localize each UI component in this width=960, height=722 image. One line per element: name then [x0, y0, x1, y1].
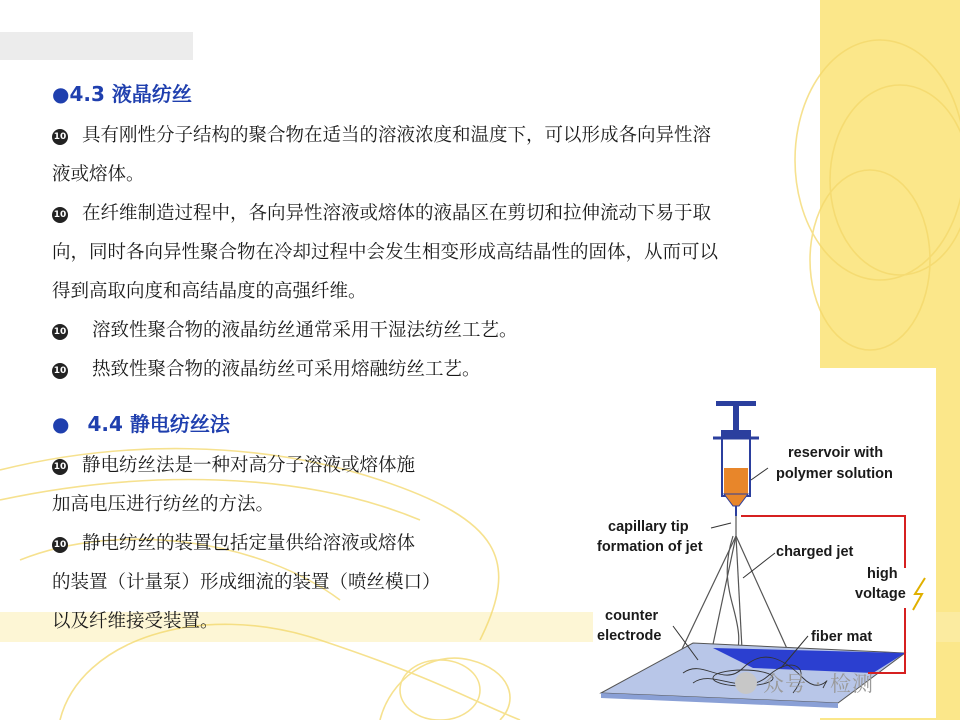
- paragraph-line: 10 具有刚性分子结构的聚合物在适当的溶液浓度和温度下，可以形成各向异性溶: [53, 125, 712, 146]
- paragraph-line: 10 热致性聚合物的液晶纺丝可采用熔融纺丝工艺。: [53, 359, 481, 380]
- paragraph-line: 向，同时各向异性聚合物在冷却过程中会发生相变形成高结晶性的固体，从而可以: [52, 242, 719, 263]
- label-capillary-line1: capillary tip: [608, 519, 689, 535]
- label-charged-jet: charged jet: [776, 544, 854, 560]
- section-title: 4.4 静电纺丝法: [87, 412, 230, 436]
- heading-bullet-dot: ●: [52, 412, 70, 436]
- label-reservoir-line1: reservoir with: [788, 445, 884, 461]
- label-fiber-mat: fiber mat: [811, 629, 873, 645]
- paragraph-line: 10 静电纺丝的装置包括定量供给溶液或熔体: [53, 533, 416, 554]
- section-4-4-body: [52, 446, 572, 641]
- wechat-icon: [735, 672, 757, 694]
- watermark: 众号 · 检测: [735, 668, 874, 698]
- numbered-bullet-icon: 10: [52, 459, 68, 475]
- electrospinning-svg: [593, 368, 936, 718]
- heading-bullet-dot: ●: [52, 82, 70, 106]
- section-title: 4.3 液晶纺丝: [69, 82, 192, 106]
- electrospinning-diagram: [593, 368, 936, 718]
- paragraph-line: 10 溶致性聚合物的液晶纺丝通常采用干湿法纺丝工艺。: [53, 320, 518, 341]
- paragraph-line: 得到高取向度和高结晶度的高强纤维。: [52, 281, 367, 302]
- syringe-icon: [713, 401, 759, 516]
- section-4-3-body: [52, 116, 832, 389]
- lightning-icon: [913, 578, 925, 610]
- section-heading-4-3: [52, 78, 192, 107]
- paragraph-line: 以及纤维接受装置。: [52, 611, 219, 632]
- numbered-bullet-icon: 10: [52, 129, 68, 145]
- numbered-bullet-icon: 10: [52, 537, 68, 553]
- paragraph-line: 的装置（计量泵）形成细流的装置（喷丝模口）: [52, 572, 441, 593]
- label-electrode: electrode: [597, 628, 662, 644]
- numbered-bullet-icon: 10: [52, 207, 68, 223]
- label-capillary-line2: formation of jet: [597, 539, 703, 555]
- paragraph-line: 10 在纤维制造过程中，各向异性溶液或熔体的液晶区在剪切和拉伸流动下易于取: [53, 203, 712, 224]
- numbered-bullet-icon: 10: [52, 324, 68, 340]
- paragraph-line: 液或熔体。: [52, 164, 145, 185]
- paragraph-line: 10 静电纺丝法是一种对高分子溶液或熔体施: [53, 455, 416, 476]
- label-voltage: voltage: [855, 586, 906, 602]
- numbered-bullet-icon: 10: [52, 363, 68, 379]
- paragraph-line: 加高电压进行纺丝的方法。: [52, 494, 275, 515]
- section-heading-4-4: [52, 408, 230, 437]
- label-counter: counter: [605, 608, 659, 624]
- gray-header-stripe: [0, 32, 193, 60]
- label-reservoir-line2: polymer solution: [776, 466, 893, 482]
- label-high: high: [867, 566, 898, 582]
